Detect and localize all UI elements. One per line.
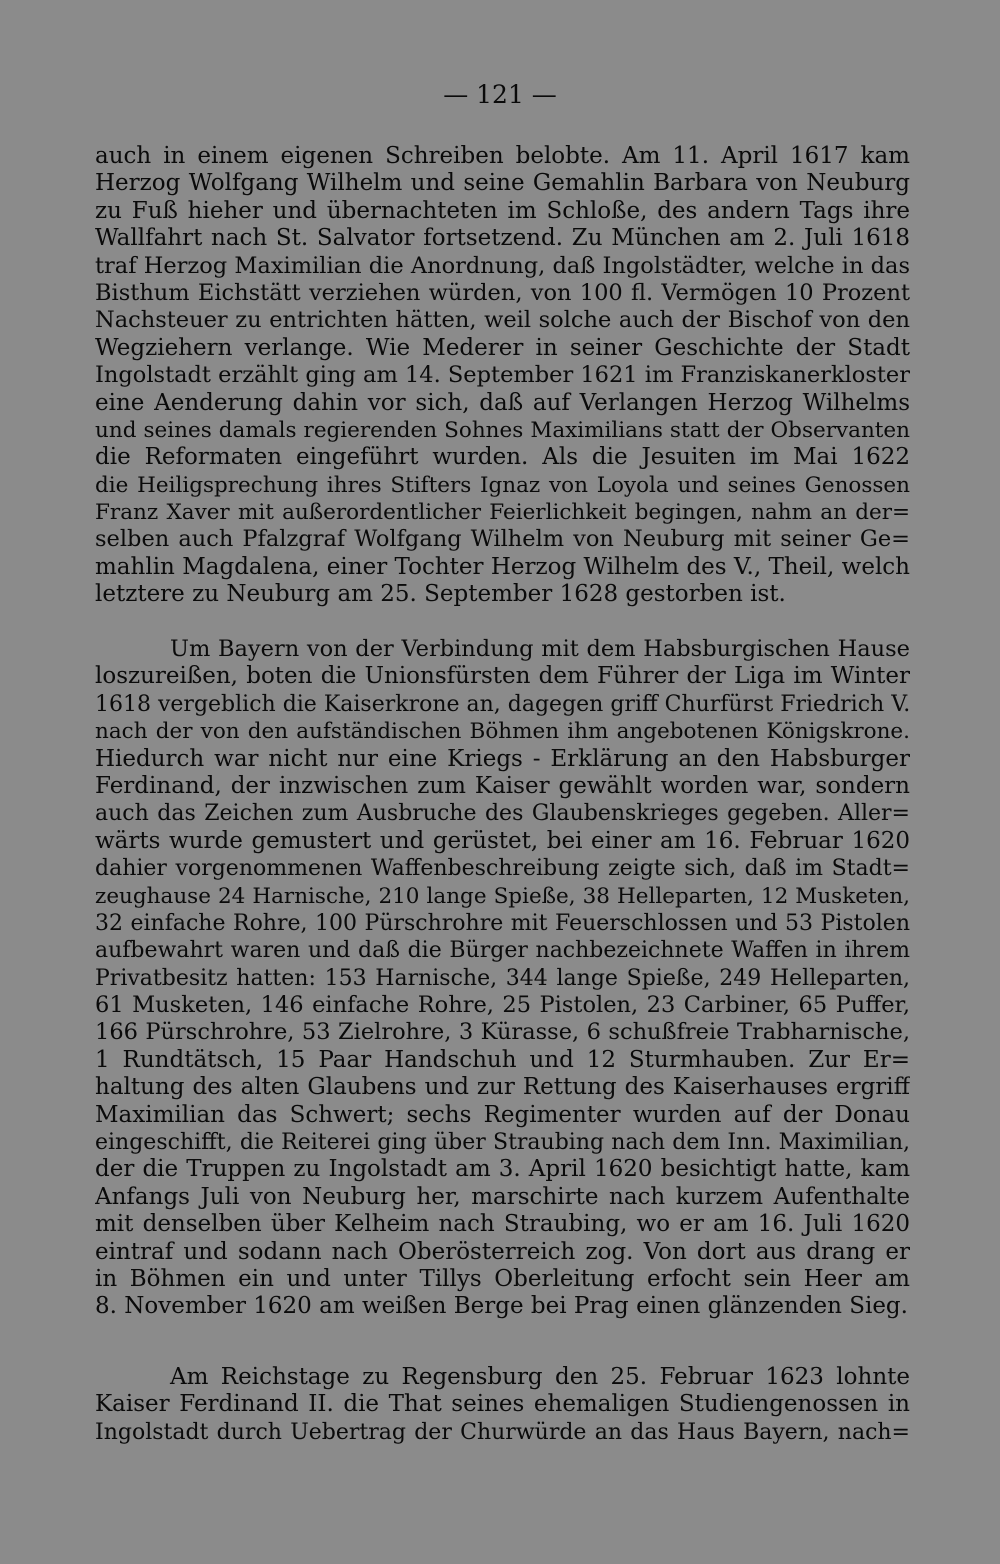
text-line: die Heiligsprechung ihres Stifters Ignaz von Loyola und seines Genossen [95, 472, 910, 498]
text-line: Wallfahrt nach St. Salvator fortsetzend. Zu München am 2. Juli 1618 [95, 225, 910, 252]
text-line: zeughause 24 Harnische, 210 lange Spieße, 38 Helleparten, 12 Musketen, [95, 883, 910, 909]
text-line: 61 Musketen, 146 einfache Rohre, 25 Pistolen, 23 Carbiner, 65 Puffer, [95, 992, 910, 1019]
text-line: Ingolstadt durch Uebertrag der Churwürde an das Haus Bayern, nach= [95, 1419, 910, 1445]
paragraph-2 [95, 636, 910, 1321]
text-line: Herzog Wolfgang Wilhelm und seine Gemahlin Barbara von Neuburg [95, 170, 910, 197]
text-line: nach der von den aufständischen Böhmen ihm angebotenen Königskrone. [95, 719, 910, 745]
text-line: Hiedurch war nicht nur eine Kriegs - Erklärung an den Habsburger [95, 745, 910, 772]
paragraph-1 [95, 143, 910, 609]
text-line: 32 einfache Rohre, 100 Pürschrohre mit Feuerschlossen und 53 Pistolen [95, 910, 910, 936]
text-line: Bisthum Eichstätt verziehen würden, von 100 fl. Vermögen 10 Prozent [95, 279, 910, 306]
text-line: aufbewahrt waren und daß die Bürger nachbezeichnete Waffen in ihrem [95, 938, 910, 964]
text-line: 166 Pürschrohre, 53 Zielrohre, 3 Kürasse, 6 schußfreie Trabharnische, [95, 1019, 910, 1046]
text-line: Nachsteuer zu entrichten hätten, weil solche auch der Bischof von den [95, 307, 910, 334]
text-line: haltung des alten Glaubens und zur Rettung des Kaiserhauses ergriff [95, 1074, 910, 1101]
text-line: traf Herzog Maximilian die Anordnung, daß Ingolstädter, welche in das [95, 252, 910, 279]
text-line: Anfangs Juli von Neuburg her, marschirte nach kurzem Aufenthalte [95, 1183, 910, 1210]
text-line: Maximilian das Schwert; sechs Regimenter wurden auf der Donau [95, 1101, 910, 1128]
text-line: Ferdinand, der inzwischen zum Kaiser gewählt worden war, sondern [95, 772, 910, 799]
text-line: auch in einem eigenen Schreiben belobte. Am 11. April 1617 kam [95, 143, 910, 169]
text-line: letztere zu Neuburg am 25. September 1628 gestorben ist. [95, 581, 786, 608]
text-line: der die Truppen zu Ingolstadt am 3. April 1620 besichtigt hatte, kam [95, 1156, 910, 1183]
text-line: 1 Rundtätsch, 15 Paar Handschuh und 12 Sturmhauben. Zur Er= [95, 1046, 910, 1073]
text-line: 8. November 1620 am weißen Berge bei Prag einen glänzenden Sieg. [95, 1293, 908, 1320]
text-line: zu Fuß hieher und übernachteten im Schloße, des andern Tags ihre [95, 197, 910, 224]
text-line: in Böhmen ein und unter Tillys Oberleitung erfocht sein Heer am [95, 1265, 910, 1292]
page-number: — 121 — [443, 80, 557, 109]
text-line: eingeschifft, die Reiterei ging über Straubing nach dem Inn. Maximilian, [95, 1130, 910, 1156]
paragraph-3 [95, 1364, 910, 1446]
text-line: eintraf und sodann nach Oberösterreich zog. Von dort aus drang er [95, 1238, 910, 1265]
text-line: Am Reichstage zu Regensburg den 25. Februar 1623 lohnte [170, 1364, 910, 1390]
text-line: mit denselben über Kelheim nach Straubing, wo er am 16. Juli 1620 [95, 1211, 910, 1238]
text-line: Um Bayern von der Verbindung mit dem Habsburgischen Hause [170, 636, 910, 662]
text-line: Franz Xaver mit außerordentlicher Feierlichkeit begingen, nahm an der= [95, 500, 910, 526]
text-line: Kaiser Ferdinand II. die That seines ehemaligen Studiengenossen in [95, 1391, 910, 1418]
text-line: Wegziehern verlange. Wie Mederer in seiner Geschichte der Stadt [95, 334, 910, 361]
text-line: Privatbesitz hatten: 153 Harnische, 344 lange Spieße, 249 Helleparten, [95, 965, 910, 991]
text-line: wärts wurde gemustert und gerüstet, bei einer am 16. Februar 1620 [95, 827, 910, 854]
text-line: dahier vorgenommenen Waffenbeschreibung zeigte sich, daß im Stadt= [95, 856, 910, 882]
text-line: eine Aenderung dahin vor sich, daß auf Verlangen Herzog Wilhelms [95, 389, 910, 416]
text-line: selben auch Pfalzgraf Wolfgang Wilhelm von Neuburg mit seiner Ge= [95, 526, 910, 553]
text-line: Ingolstadt erzählt ging am 14. September 1621 im Franziskanerkloster [95, 362, 910, 389]
text-line: 1618 vergeblich die Kaiserkrone an, dagegen griff Churfürst Friedrich V. [95, 691, 910, 717]
text-line: die Reformaten eingeführt wurden. Als die Jesuiten im Mai 1622 [95, 444, 910, 471]
text-line: loszureißen, boten die Unionsfürsten dem Führer der Liga im Winter [95, 663, 910, 690]
text-line: mahlin Magdalena, einer Tochter Herzog Wilhelm des V., Theil, welch [95, 553, 910, 580]
text-line: und seines damals regierenden Sohnes Maximilians statt der Observanten [95, 417, 910, 443]
text-line: auch das Zeichen zum Ausbruche des Glaubenskrieges gegeben. Aller= [95, 801, 910, 827]
